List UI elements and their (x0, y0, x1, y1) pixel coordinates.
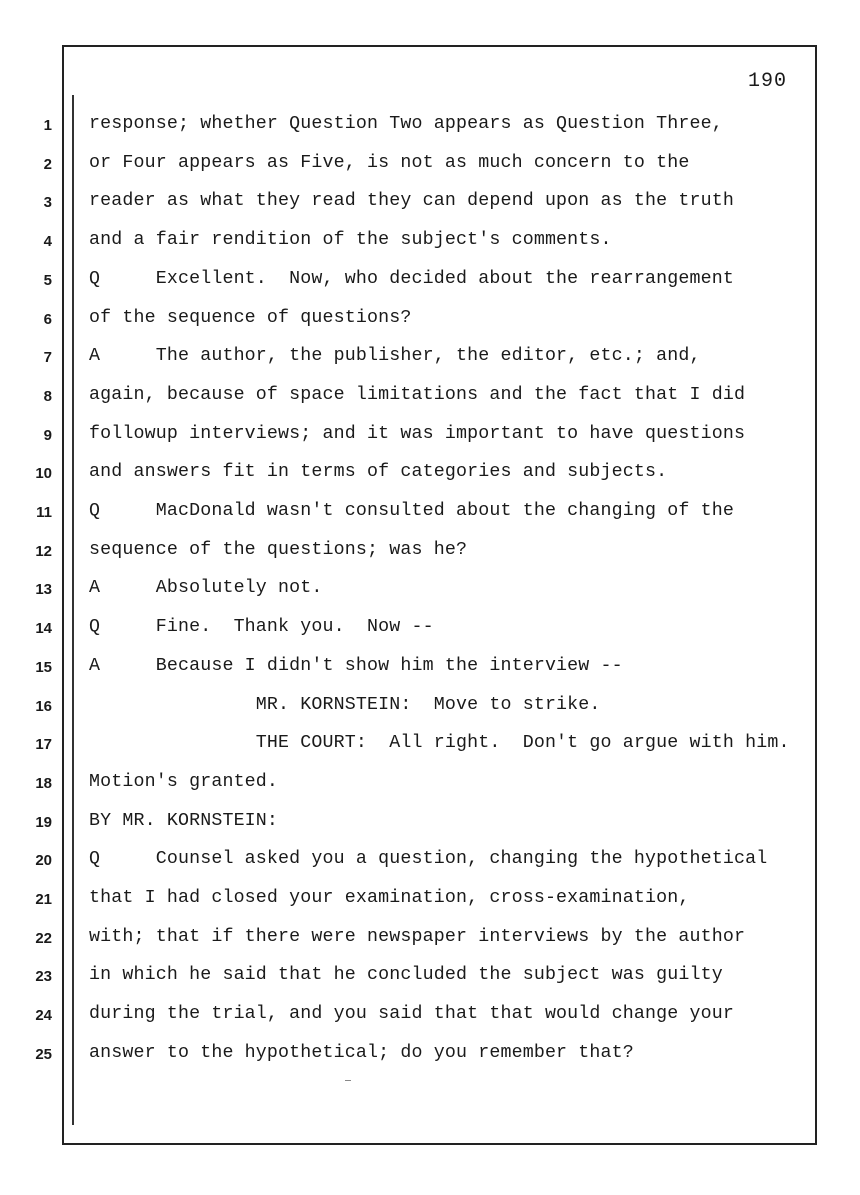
line-number: 1 (43, 117, 52, 134)
transcript-line: MR. KORNSTEIN: Move to strike. (89, 694, 601, 715)
transcript-line: response; whether Question Two appears as Question Three, (89, 114, 723, 134)
line-number: 14 (35, 620, 52, 638)
transcript-line: A Because I didn't show him the interview -- (89, 655, 623, 676)
transcript-line: A Absolutely not. (89, 578, 323, 599)
transcript-line: during the trial, and you said that that would change your (89, 1004, 734, 1025)
transcript-line: in which he said that he concluded the subject was guilty (89, 965, 723, 986)
line-number: 9 (43, 426, 52, 444)
line-number: 20 (35, 852, 52, 870)
line-number: 8 (43, 387, 52, 405)
line-number: 19 (35, 813, 52, 831)
line-number: 6 (43, 310, 52, 328)
transcript-line: Q MacDonald wasn't consulted about the changing of the (89, 501, 734, 521)
transcript-line: Q Counsel asked you a question, changing the hypothetical (89, 849, 768, 870)
transcript-line: and answers fit in terms of categories and subjects. (89, 462, 668, 483)
transcript-line: and a fair rendition of the subject's comments. (89, 230, 612, 251)
transcript-line: sequence of the questions; was he? (89, 539, 468, 560)
transcript-line: Q Excellent. Now, who decided about the rearrangement (89, 268, 734, 289)
transcript-line: reader as what they read they can depend upon as the truth (89, 191, 734, 212)
transcript-line: THE COURT: All right. Don't go argue with him. (89, 733, 790, 754)
transcript-line: answer to the hypothetical; do you remember that? (89, 1042, 634, 1063)
transcript-line: BY MR. KORNSTEIN: (89, 810, 279, 831)
transcript-line: that I had closed your examination, cross-examination, (89, 888, 690, 908)
transcript-line: A The author, the publisher, the editor, etc.; and, (89, 346, 701, 367)
line-number: 4 (43, 233, 52, 251)
line-number: 5 (43, 271, 52, 289)
line-number: 13 (35, 581, 52, 599)
page-number: 190 (748, 70, 788, 93)
line-number: 7 (43, 349, 52, 367)
line-number: 10 (35, 465, 52, 483)
transcript-line: followup interviews; and it was important to have questions (89, 423, 746, 444)
transcript-line: Q Fine. Thank you. Now -- (89, 617, 434, 638)
line-number: 3 (43, 194, 52, 212)
line-number: 24 (35, 1007, 52, 1025)
line-number: 22 (35, 929, 52, 947)
left-margin-rule (72, 95, 74, 1125)
transcript-line: or Four appears as Five, is not as much concern to the (89, 152, 690, 173)
line-number: 16 (35, 697, 52, 715)
line-number: 18 (35, 774, 52, 792)
transcript-line: with; that if there were newspaper interviews by the author (89, 926, 746, 947)
transcript-line: of the sequence of questions? (89, 307, 412, 328)
stray-mark (345, 1080, 351, 1081)
line-number: 23 (35, 968, 52, 986)
line-number: 11 (36, 504, 52, 521)
line-number: 25 (35, 1045, 52, 1063)
transcript-line: Motion's granted. (89, 771, 279, 792)
line-number: 2 (43, 155, 52, 173)
transcript-line: again, because of space limitations and the fact that I did (89, 384, 746, 405)
line-number: 15 (35, 658, 52, 676)
line-number: 21 (35, 891, 52, 908)
line-number: 17 (35, 736, 52, 754)
line-number: 12 (35, 542, 52, 560)
